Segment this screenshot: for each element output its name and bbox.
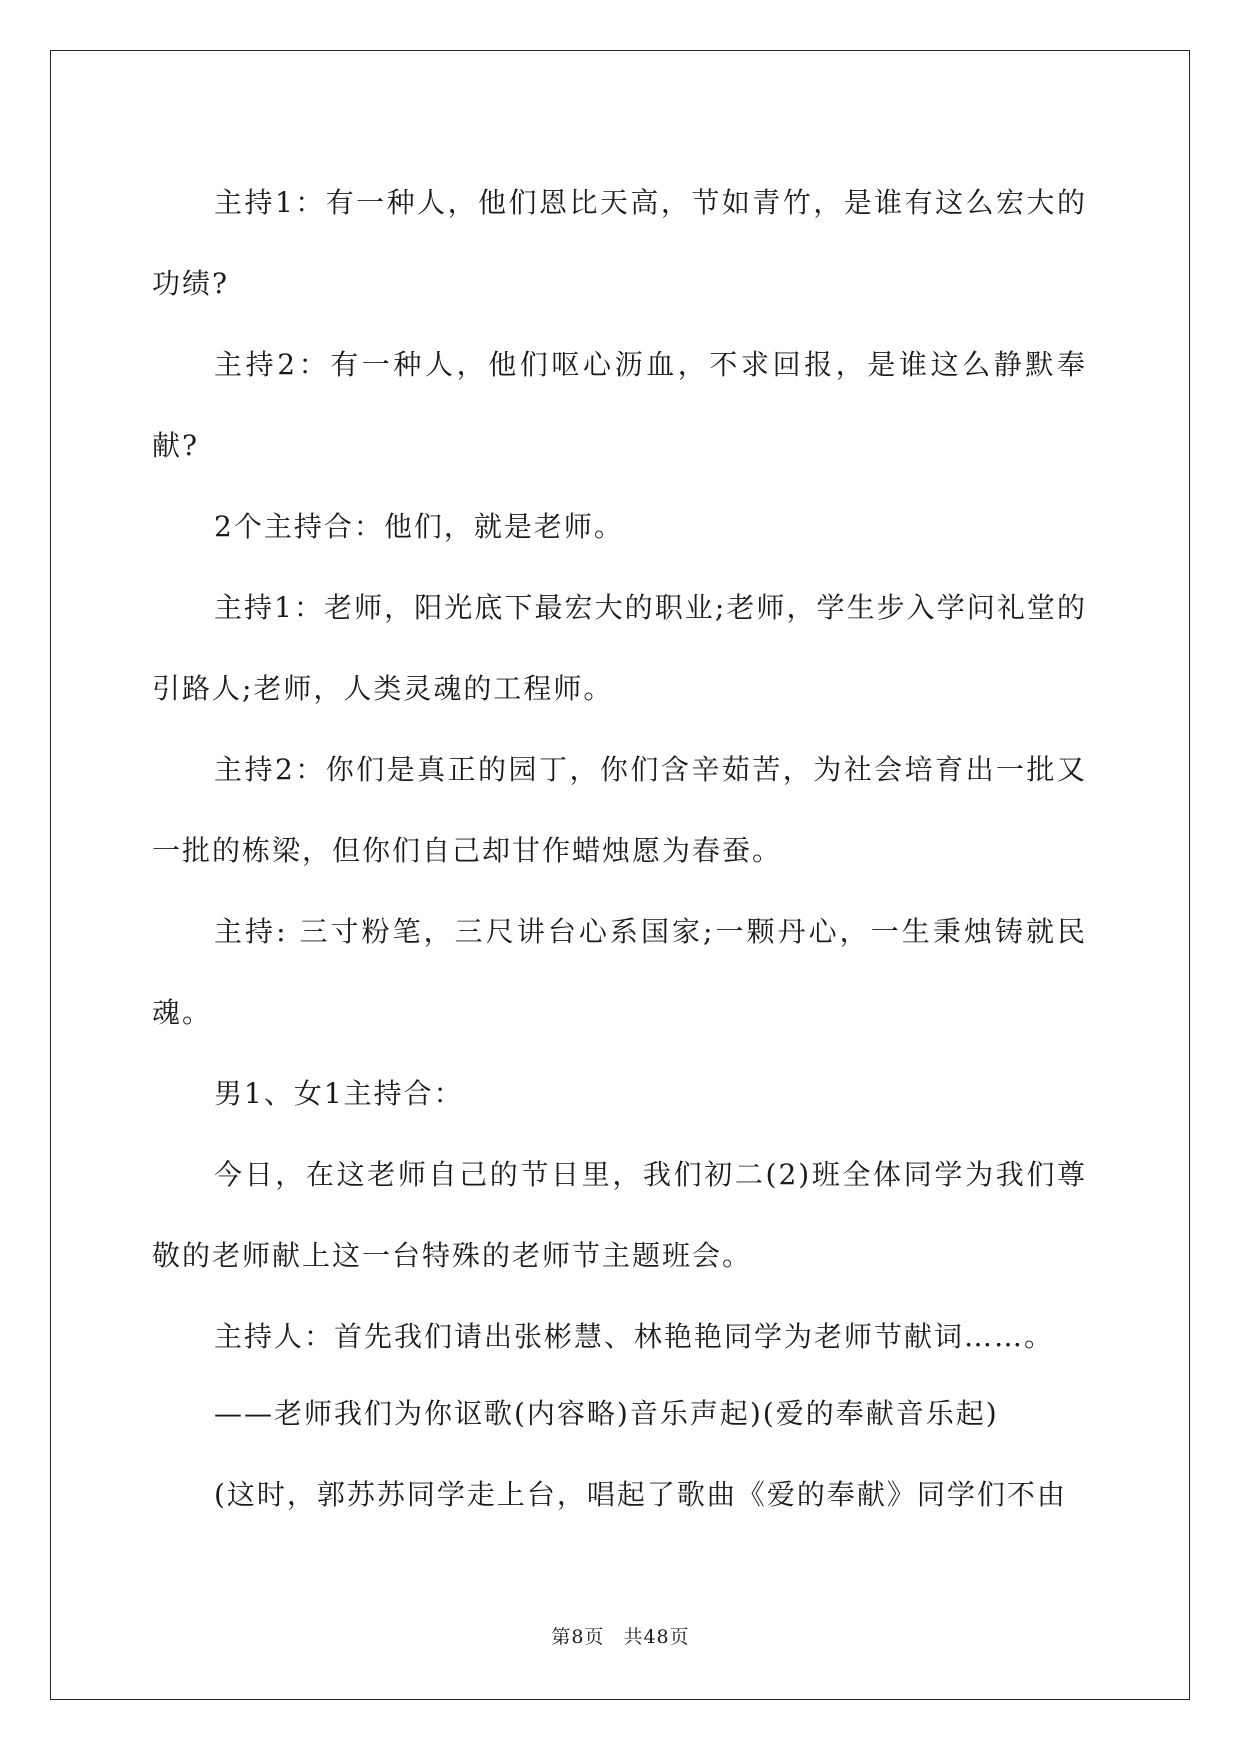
paragraph-host2-gardener: 主持2：你们是真正的园丁，你们含辛茹苦，为社会培育出一批又一批的栋梁，但你们自己却甘作蜡烛愿为春蚕。 [152, 753, 1087, 867]
page-total: 共48页 [623, 1626, 690, 1648]
paragraph-host1-teacher: 主持1：老师，阳光底下最宏大的职业;老师，学生步入学问礼堂的引路人;老师，人类灵魂的工程师。 [152, 591, 1087, 705]
paragraph-today: 今日，在这老师自己的节日里，我们初二(2)班全体同学为我们尊敬的老师献上这一台特殊的老师节主题班会。 [152, 1158, 1087, 1272]
paragraph-host1-intro: 主持1：有一种人，他们恩比天高，节如青竹，是谁有这么宏大的功绩? [152, 186, 1087, 300]
paragraph-host-chalk: 主持: 三寸粉笔，三尺讲台心系国家;一颗丹心，一生秉烛铸就民魂。 [152, 915, 1087, 1029]
paragraph-male-female-hosts: 男1、女1主持合： [214, 1077, 464, 1110]
paragraph-host2-intro: 主持2：有一种人，他们呕心沥血，不求回报，是谁这么静默奉献? [152, 348, 1087, 462]
paragraph-host-invite: 主持人：首先我们请出张彬慧、林艳艳同学为老师节献词……。 [214, 1320, 1055, 1353]
page-footer [0, 1622, 1241, 1649]
document-body [152, 162, 1087, 1535]
paragraph-stage-direction: (这时，郭苏苏同学走上台，唱起了歌曲《爱的奉献》同学们不由 [214, 1478, 1067, 1511]
paragraph-song-cue: ——老师我们为你讴歌(内容略)音乐声起)(爱的奉献音乐起) [214, 1397, 999, 1430]
page-number: 第8页 [551, 1626, 605, 1648]
paragraph-hosts-together: 2个主持合：他们，就是老师。 [214, 510, 624, 543]
